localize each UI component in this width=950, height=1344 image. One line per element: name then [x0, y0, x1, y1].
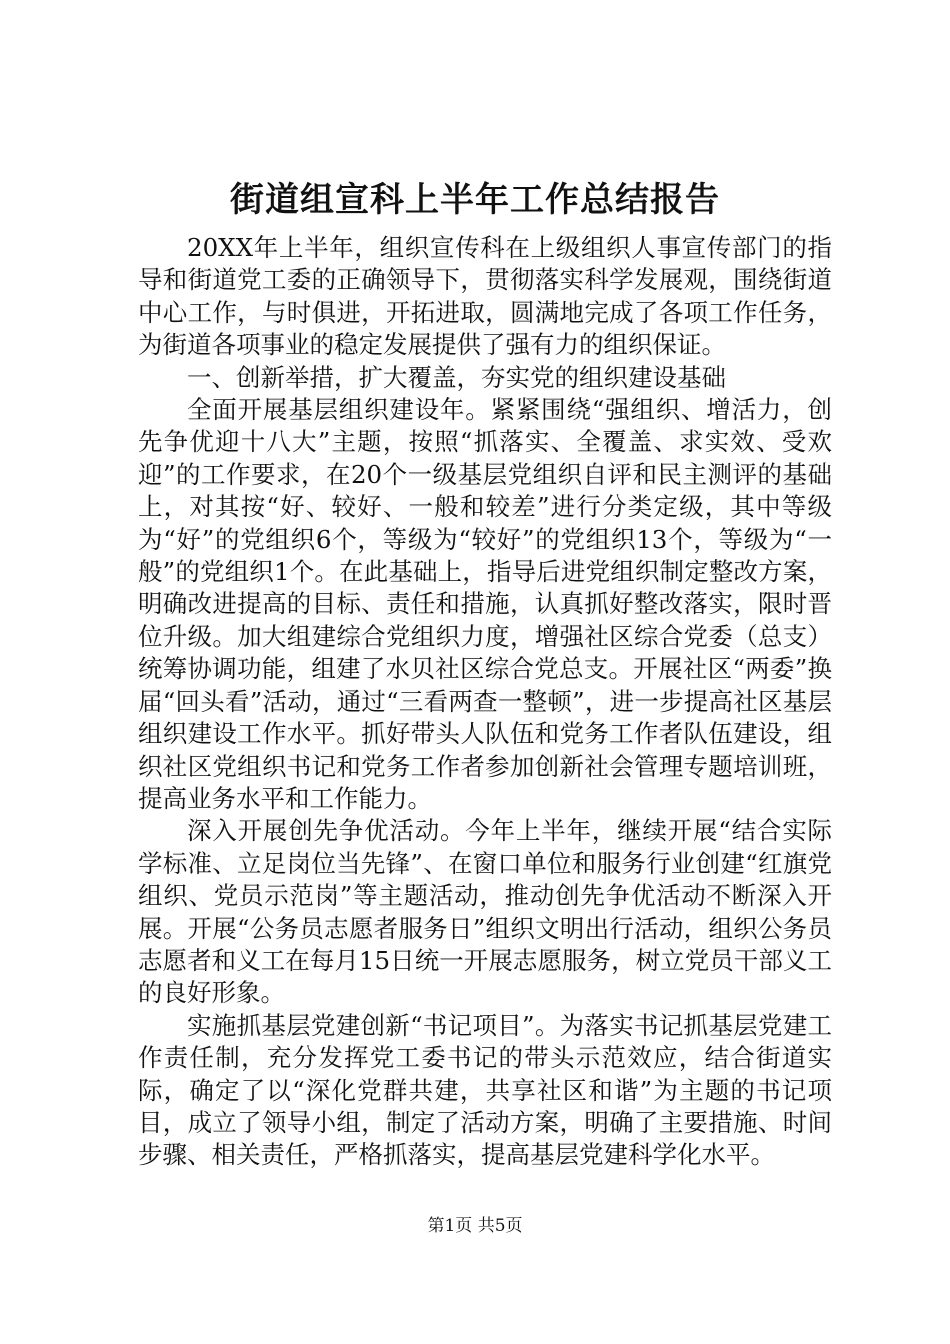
paragraph-secretary-project: 实施抓基层党建创新“书记项目”。为落实书记抓基层党建工作责任制，充分发挥党工委书记的带头示范效应，结合街道实际，确定了以“深化党群共建，共享社区和谐”为主题的书记项目，成立了领导小组，制定了活动方案，明确了主要措施、时间步骤、相关责任，严格抓落实，提高基层党建科学化水平。 — [138, 1010, 832, 1170]
document-body — [138, 232, 832, 1172]
intro-paragraph: 20XX年上半年，组织宣传科在上级组织人事宣传部门的指导和街道党工委的正确领导下，贯彻落实科学发展观，围绕街道中心工作，与时俱进，开拓进取，圆满地完成了各项工作任务，为街道各项事业的稳定发展提供了强有力的组织保证。 — [138, 233, 832, 360]
paragraph-organization-building: 全面开展基层组织建设年。紧紧围绕“强组织、增活力，创先争优迎十八大”主题，按照“抓落实、全覆盖、求实效、受欢迎”的工作要求，在20个一级基层党组织自评和民主测评的基础上，对其按“好、较好、一般和较差”进行分类定级，其中等级为“好”的党组织6个，等级为“较好”的党组织13个，等级为“一般”的党组织1个。在此基础上，指导后进党组织制定整改方案，明确改进提高的目标、责任和措施，认真抓好整改落实，限时晋位升级。加大组建综合党组织力度，增强社区综合党委（总支）统筹协调功能，组建了水贝社区综合党总支。开展社区“两委”换届“回头看”活动，通过“三看两查一整顿”，进一步提高社区基层组织建设工作水平。抓好带头人队伍和党务工作者队伍建设，组织社区党组织书记和党务工作者参加创新社会管理专题培训班，提高业务水平和工作能力。 — [138, 395, 832, 813]
document-title: 街道组宣科上半年工作总结报告 — [230, 180, 720, 220]
page-footer: 第1页 共5页 — [427, 1216, 523, 1236]
section-heading-1: 一、创新举措，扩大覆盖，夯实党的组织建设基础 — [187, 362, 726, 392]
paragraph-excellence-activities: 深入开展创先争优活动。今年上半年，继续开展“结合实际学标准、立足岗位当先锋”、在窗口单位和服务行业创建“红旗党组织、党员示范岗”等主题活动，推动创先争优活动不断深入开展。开展“公务员志愿者服务日”组织文明出行活动，组织公务员志愿者和义工在每月15日统一开展志愿服务，树立党员干部义工的良好形象。 — [138, 816, 832, 1008]
